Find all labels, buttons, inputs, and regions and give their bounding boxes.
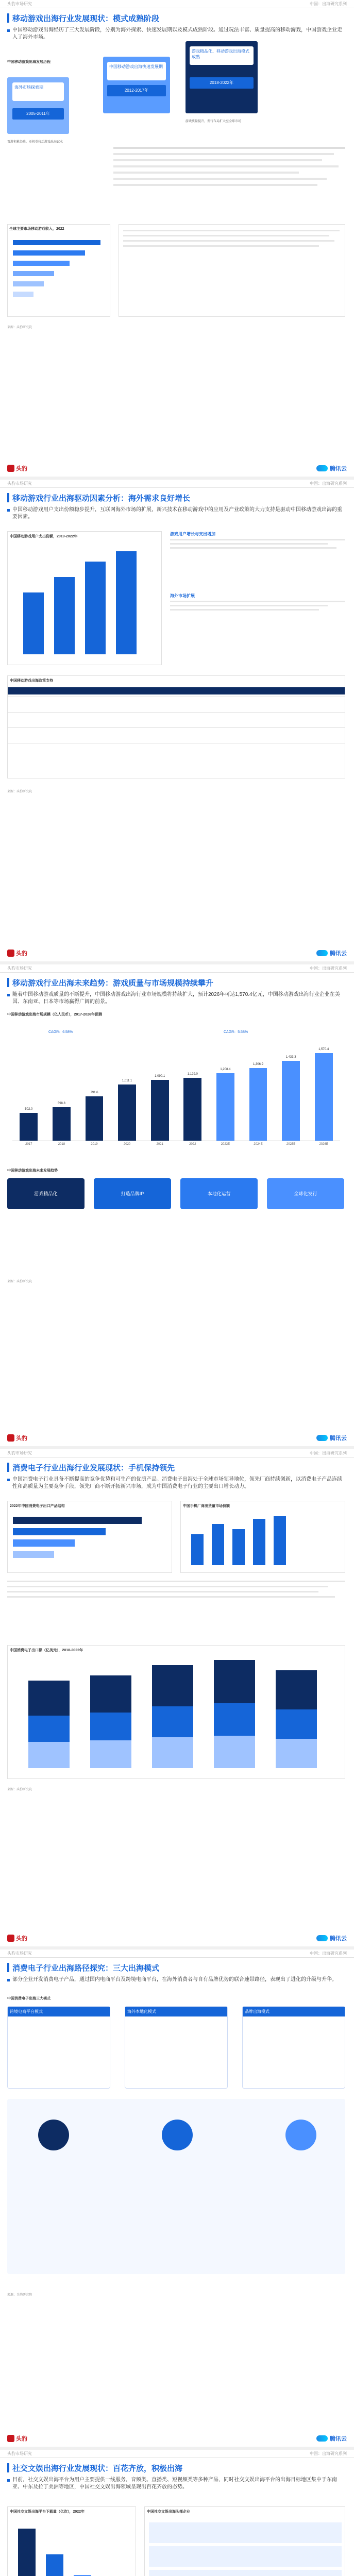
chart-bar-2019 xyxy=(86,1096,104,1141)
stage-card-1 xyxy=(7,77,69,134)
brand-left-text: 头豹 xyxy=(16,1435,27,1442)
trend-card-4: 全球化发行 xyxy=(267,1178,344,1209)
stage-card-2 xyxy=(103,57,170,113)
store-icon xyxy=(162,2120,193,2150)
company-row xyxy=(149,2522,342,2543)
title-mark xyxy=(7,13,9,23)
cloud-icon xyxy=(316,950,328,956)
data-label: 598.8 xyxy=(57,1102,65,1106)
text-line xyxy=(7,1581,345,1582)
policy-table xyxy=(7,675,345,778)
export-value-chart xyxy=(7,1645,345,1779)
chart-bar-2024E xyxy=(249,1068,267,1141)
page-title-bar xyxy=(7,12,347,24)
logo-icon xyxy=(7,2435,14,2442)
data-label: 1,570.4 xyxy=(318,1048,329,1052)
trend-card-2: 打造品牌IP xyxy=(94,1178,171,1209)
text-line xyxy=(170,543,328,545)
page-footer xyxy=(0,1431,354,1446)
stage-name-1: 海外市场探索期 xyxy=(12,82,64,101)
x-tick-label: 2019 xyxy=(91,1143,98,1146)
stage-name-2: 中国移动游戏出海快速发展期 xyxy=(107,62,166,80)
brand-logo-right xyxy=(316,2434,347,2443)
summary-item: 中国移动游戏用户支出份额稳步提升，互联网海外市场的扩展，新兴技术在移动游戏中的应用及产业政策的大力支持是驱动中国移动游戏出海的重要因素。 xyxy=(7,506,347,521)
brand-logo-right xyxy=(316,1434,347,1442)
chart-bar-2025E xyxy=(282,1061,300,1141)
text-line xyxy=(170,547,336,549)
logo-icon xyxy=(7,950,14,957)
bar-area xyxy=(12,1038,340,1151)
chart-bar xyxy=(13,1528,106,1535)
history-title: 中国移动游戏出海发展历程 xyxy=(7,60,50,64)
table-row xyxy=(8,727,345,728)
data-label: 502.0 xyxy=(25,1107,33,1111)
brand-icon xyxy=(285,2120,316,2150)
summary xyxy=(7,27,347,41)
mode-label-1: 跨境电商平台模式 xyxy=(8,2007,110,2016)
x-tick-label: 2018 xyxy=(58,1143,65,1146)
chart-bar xyxy=(18,2529,36,2576)
summary xyxy=(7,2477,347,2491)
source-note: 来源：头豹研究院 xyxy=(7,326,32,329)
page-footer xyxy=(0,1931,354,1946)
text-line xyxy=(113,159,322,161)
chart-bar xyxy=(46,2554,63,2576)
text-line xyxy=(113,147,345,149)
page-title-bar xyxy=(7,2462,347,2473)
title-mark xyxy=(7,978,9,987)
text-line xyxy=(123,245,319,247)
cloud-icon xyxy=(316,1435,328,1441)
brand-logo-right xyxy=(316,1934,347,1942)
page-footer xyxy=(0,461,354,477)
data-label: 1,208.4 xyxy=(220,1068,231,1072)
chart-bar xyxy=(13,292,33,297)
x-tick-label: 2024E xyxy=(254,1143,263,1146)
text-line xyxy=(170,539,345,540)
header-right: 中国：出海研究系列 xyxy=(310,1951,347,1956)
market-size-chart xyxy=(7,1012,345,1161)
text-line xyxy=(123,240,334,242)
chart-title: 中国消费电子出口额（亿美元），2018-2022年 xyxy=(10,1649,83,1652)
x-tick-label: 2022 xyxy=(189,1143,196,1146)
analysis-text xyxy=(7,1581,345,1642)
chart-bar xyxy=(13,1517,142,1524)
mode-details xyxy=(7,2099,345,2274)
logo-icon xyxy=(7,1434,14,1442)
page-5 xyxy=(0,1950,354,2447)
stage-name-3: 游戏精品化、移动游戏出海模式成熟 xyxy=(190,46,254,65)
chart-bar xyxy=(13,1551,54,1558)
stage-caption-2: 游戏质量提升，发行布局扩大至全球市场 xyxy=(186,120,242,123)
title-mark xyxy=(7,1463,9,1472)
header-left: 头豹市场研究 xyxy=(7,481,32,486)
logo-icon xyxy=(7,465,14,472)
chart-bar xyxy=(13,1539,75,1547)
page-title: 消费电子行业出海路径探究：三大出海模式 xyxy=(12,1963,160,1973)
globe-icon xyxy=(38,2120,69,2150)
brand-left-text: 头豹 xyxy=(16,1936,27,1942)
chart-bar xyxy=(214,1660,255,1768)
cloud-icon xyxy=(316,465,328,471)
mode-box-3 xyxy=(242,2006,345,2089)
cagr-label-1: CAGR：6.58% xyxy=(48,1030,73,1034)
company-row xyxy=(149,2546,342,2567)
market-chart xyxy=(7,224,110,317)
header-left: 头豹市场研究 xyxy=(7,1951,32,1956)
history-block xyxy=(7,59,105,66)
header-right: 中国：出海研究系列 xyxy=(310,2,347,6)
policy-title: 中国移动游戏出海政策支持 xyxy=(10,679,53,683)
summary xyxy=(7,1976,347,1984)
page-title: 移动游戏出海行业发展现状：模式成熟阶段 xyxy=(12,14,160,23)
chart-title: 中国手机厂商出货量市场份额 xyxy=(183,1504,230,1508)
data-label: 1,129.0 xyxy=(187,1072,198,1076)
data-label: 1,090.1 xyxy=(155,1075,165,1078)
chart-bar-2023E xyxy=(216,1073,234,1141)
header-left: 头豹市场研究 xyxy=(7,2,32,6)
brand-logo-left xyxy=(7,464,27,472)
data-label: 1,306.9 xyxy=(252,1062,263,1066)
chart-title: 中国移动游戏出海市场规模（亿人民币），2017-2026年预测 xyxy=(7,1013,102,1016)
logo-icon xyxy=(7,1935,14,1942)
chart-bar xyxy=(276,1670,317,1768)
stage-caption-1: 页游积累经验，单机类移动游戏出海试水 xyxy=(7,141,63,144)
trend-title: 中国移动游戏出海未来发展趋势 xyxy=(7,1169,58,1173)
text-line xyxy=(7,1586,328,1587)
spend-chart xyxy=(7,531,162,665)
text-line xyxy=(113,165,339,167)
trend-card-3: 本地化运营 xyxy=(180,1178,258,1209)
brand-logo-right xyxy=(316,464,347,472)
export-structure-chart xyxy=(7,1501,172,1573)
cagr-label-2: CAGR：5.58% xyxy=(224,1030,248,1034)
chart-bar xyxy=(152,1665,193,1768)
chart-bar xyxy=(253,1519,265,1565)
mode-box-2 xyxy=(125,2006,228,2089)
text-line xyxy=(123,230,340,231)
brand-right-text: 腾讯云 xyxy=(330,951,347,957)
chart-title: 2022年中国消费电子出口产品结构 xyxy=(10,1504,65,1508)
chart-bar xyxy=(232,1529,245,1565)
text-line xyxy=(113,184,317,186)
top-companies xyxy=(144,2506,345,2576)
summary-item: 目前，社交文娱出海平台为用户主要提供一线服务，音频类、直播类、短视频类等多种产品，同时社交文娱出海平台的出海目标地区集中于东南亚、中东及拉丁美洲等地区，中国社交文娱出海领域呈现出百花齐放的态势。 xyxy=(7,2477,347,2491)
brand-logo-left xyxy=(7,2434,27,2443)
stage-period-3: 2018-2022年 xyxy=(190,77,254,89)
chart-bar-2017 xyxy=(20,1113,38,1141)
source-note: 来源：头豹研究院 xyxy=(7,1280,32,1283)
header-left: 头豹市场研究 xyxy=(7,2451,32,2456)
chart-bar-2022 xyxy=(183,1078,201,1141)
text-line xyxy=(170,605,328,606)
summary-item: 中国消费电子行业具备不断提高的竞争优势和可生产的优质产品。消费电子出海处于全球市场领导地位，领先厂商持续创新，以消费电子产品连续性和高质量为主要竞争手段，领先厂商不断开拓新兴市场，成为中国消费电子行业的主要出口增长动力。 xyxy=(7,1476,347,1490)
text-line xyxy=(113,153,334,155)
text-line xyxy=(7,1596,335,1598)
page-header xyxy=(0,480,354,488)
brand-logo-left xyxy=(7,1434,27,1442)
page-title-bar xyxy=(7,1462,347,1473)
chart-bar xyxy=(191,1534,204,1565)
page-1 xyxy=(0,0,354,477)
title-mark xyxy=(7,2463,9,2472)
page-title: 移动游戏行业出海未来趋势：游戏质量与市场规模持续攀升 xyxy=(12,978,214,988)
chart-bar xyxy=(116,551,137,654)
download-chart xyxy=(7,2506,136,2576)
summary-item: 中国移动游戏出海经历了三大发展阶段，分别为海外探索、快速发展期以及模式成熟阶段。通过玩法丰富、质量提高的移动游戏，中国游戏企业走入了海外市场。 xyxy=(7,27,347,41)
trend-section xyxy=(7,1168,345,1271)
companies-title: 中国社交文娱出海头部企业 xyxy=(147,2510,190,2514)
x-tick-label: 2021 xyxy=(156,1143,163,1146)
page-title: 社交文娱出海行业发展现状：百花齐放，积极出海 xyxy=(12,2464,183,2473)
data-label: 1,433.3 xyxy=(285,1055,296,1059)
title-mark xyxy=(7,493,9,502)
page-header xyxy=(0,1950,354,1958)
page-3 xyxy=(0,964,354,1446)
page-title-bar xyxy=(7,1962,347,1973)
table-header xyxy=(8,687,345,694)
page-4 xyxy=(0,1449,354,1946)
x-tick-label: 2023E xyxy=(221,1143,230,1146)
summary-item: 部分企业开发消费电子产品，通过国内电商平台及跨境电商平台，在海外消费者与自有品牌优势的联合速带路径，表现出了进化的升级与升华。 xyxy=(7,1976,347,1984)
chart-bar xyxy=(13,281,44,286)
text-line xyxy=(113,172,299,174)
chart-bar-2021 xyxy=(151,1080,169,1141)
chart-bar xyxy=(90,1675,131,1768)
summary xyxy=(7,991,347,1006)
driver-title-2: 海外市场扩展 xyxy=(170,594,195,598)
chart-bar xyxy=(54,577,75,654)
text-line xyxy=(113,178,327,180)
header-right: 中国：出海研究系列 xyxy=(310,481,347,486)
page-6 xyxy=(0,2450,354,2576)
page-header xyxy=(0,0,354,8)
page-title-bar xyxy=(7,977,347,988)
mode-label-2: 海外本地化模式 xyxy=(125,2007,227,2016)
chart-bar xyxy=(13,250,85,256)
chart-bar xyxy=(212,1524,224,1565)
page-title-bar xyxy=(7,492,347,503)
side-text-box xyxy=(119,224,345,317)
brand-left-text: 头豹 xyxy=(16,951,27,957)
source-note: 来源：头豹研究院 xyxy=(7,1788,32,1791)
chart-bar-2026E xyxy=(315,1053,333,1141)
brand-left-text: 头豹 xyxy=(16,2436,27,2442)
page-2 xyxy=(0,480,354,961)
data-label: 1,011.1 xyxy=(122,1079,132,1082)
source-note: 来源：头豹研究院 xyxy=(7,790,32,793)
header-right: 中国：出海研究系列 xyxy=(310,2451,347,2456)
header-right: 中国：出海研究系列 xyxy=(310,966,347,971)
share-chart xyxy=(180,1501,345,1573)
chart-bar xyxy=(23,592,44,654)
data-label: 791.6 xyxy=(90,1091,98,1095)
x-tick-label: 2020 xyxy=(123,1143,131,1146)
chart-bar xyxy=(28,1681,70,1768)
stage-card-3 xyxy=(186,41,258,113)
x-tick-label: 2025E xyxy=(286,1143,296,1146)
driver-1 xyxy=(170,531,345,551)
page-header xyxy=(0,964,354,973)
chart-bar-2018 xyxy=(53,1107,71,1141)
brand-right-text: 腾讯云 xyxy=(330,2436,347,2442)
page-title: 移动游戏行业出海驱动因素分析：海外需求良好增长 xyxy=(12,494,191,503)
page-footer xyxy=(0,946,354,961)
summary-item: 随着中国移动游戏质量的不断提升，中国移动游戏出海行业市场规模将持续扩大，预计2026年可达1,570.4亿元，中国移动游戏出海行业企业在美国、东南亚、日本等市场赢得广阔的前景。 xyxy=(7,991,347,1006)
brand-right-text: 腾讯云 xyxy=(330,466,347,472)
chart-bar-2020 xyxy=(118,1084,136,1141)
text-line xyxy=(170,609,319,611)
header-left: 头豹市场研究 xyxy=(7,1451,32,1455)
company-row xyxy=(149,2570,342,2576)
text-line xyxy=(7,1591,318,1592)
cloud-icon xyxy=(316,2435,328,2442)
trend-card-1: 游戏精品化 xyxy=(7,1178,85,1209)
brand-left-text: 头豹 xyxy=(16,466,27,472)
text-body xyxy=(113,147,345,219)
mode-box-1 xyxy=(7,2006,110,2089)
x-tick-label: 2026E xyxy=(319,1143,328,1146)
header-left: 头豹市场研究 xyxy=(7,966,32,971)
driver-2 xyxy=(170,593,345,613)
brand-logo-left xyxy=(7,949,27,957)
chart-bar xyxy=(85,562,106,654)
chart-title: 中国社交文娱出海平台下载量（亿次），2022年 xyxy=(10,2510,85,2514)
chart-title: 中国移动游戏用户支出份额，2019-2022年 xyxy=(10,535,78,538)
modes-diagram xyxy=(7,1996,345,2284)
page-title: 消费电子行业出海行业发展现状：手机保持领先 xyxy=(12,1463,175,1472)
brand-logo-right xyxy=(316,949,347,957)
page-footer xyxy=(0,2431,354,2447)
driver-title-1: 游戏用户增长与支出增加 xyxy=(170,532,215,536)
summary xyxy=(7,1476,347,1490)
summary xyxy=(7,506,347,521)
mode-label-3: 品牌出海模式 xyxy=(243,2007,345,2016)
cloud-icon xyxy=(316,1935,328,1941)
brand-logo-left xyxy=(7,1934,27,1942)
table-row xyxy=(8,712,345,713)
text-line xyxy=(123,235,329,236)
chart-bar xyxy=(13,261,70,266)
brand-right-text: 腾讯云 xyxy=(330,1435,347,1442)
title-mark xyxy=(7,1963,9,1972)
chart-title: 全球主要市场移动游戏收入，2022 xyxy=(9,227,64,231)
page-header xyxy=(0,1449,354,1458)
text-line xyxy=(170,601,345,602)
stage-period-1: 2005-2011年 xyxy=(12,108,64,120)
stage-period-2: 2012-2017年 xyxy=(107,85,166,96)
chart-bar xyxy=(274,1516,286,1565)
modes-title: 中国消费电子出海三大模式 xyxy=(7,1997,50,2001)
x-tick-label: 2017 xyxy=(25,1143,32,1146)
chart-bar xyxy=(13,271,54,276)
header-right: 中国：出海研究系列 xyxy=(310,1451,347,1455)
chart-bar xyxy=(13,240,100,245)
brand-right-text: 腾讯云 xyxy=(330,1936,347,1942)
source-note: 来源：头豹研究院 xyxy=(7,2294,32,2297)
page-header xyxy=(0,2450,354,2458)
